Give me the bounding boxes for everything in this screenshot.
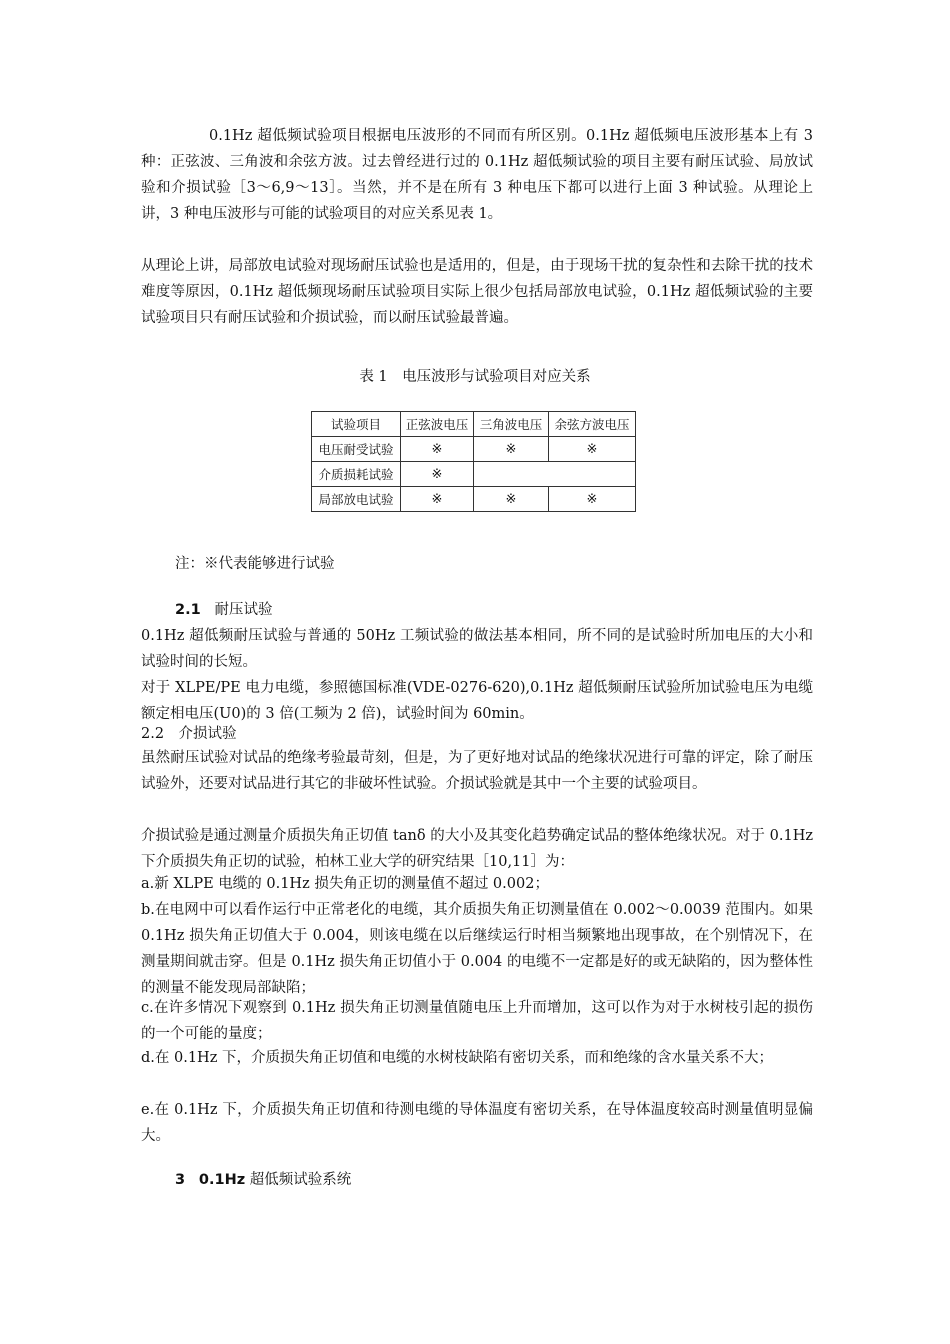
- section-number: 2.1: [175, 602, 201, 618]
- table-cell: 电压耐受试验: [312, 437, 401, 462]
- table-header-cell: 试验项目: [312, 412, 401, 437]
- table-cell: 介质损耗试验: [312, 462, 401, 487]
- table-cell: ※: [401, 462, 474, 487]
- table-header-row: [312, 412, 636, 437]
- table-cell: ※: [474, 487, 549, 512]
- table-note: 注：※代表能够进行试验: [175, 556, 335, 572]
- section-number: 3: [175, 1172, 186, 1188]
- section-title: 超低频试验系统: [249, 1172, 352, 1188]
- table-cell: ※: [474, 437, 549, 462]
- waveform-test-table: [311, 411, 636, 512]
- table-row: [312, 437, 636, 462]
- list-item-c: c.在许多情况下观察到 0.1Hz 损失角正切测量值随电压上升而增加，这可以作为对于水树枝引起的损伤的一个可能的量度；: [141, 1000, 813, 1042]
- section-2-1-heading: [175, 597, 273, 623]
- list-item-b: b.在电网中可以看作运行中正常老化的电缆，其介质损失角正切测量值在 0.002～0.0039 范围内。如果 0.1Hz 损失角正切值大于 0.004，则该电缆在以后继续运行时相当频繁地出现事故，在个别情况下，在测量期间就击穿。但是 0.1Hz 损失角正切值小于 0.004 的电缆不一定都是好的或无缺陷的，因为整体性的测量不能发现局部缺陷；: [141, 902, 813, 996]
- table-cell-empty: [474, 462, 636, 487]
- table-header-cell: 余弦方波电压: [549, 412, 636, 437]
- section-title: 耐压试验: [214, 602, 273, 618]
- table-row: [312, 462, 636, 487]
- section-2-2-paragraph-1: 虽然耐压试验对试品的绝缘考验最苛刻，但是，为了更好地对试品的绝缘状况进行可靠的评定，除了耐压试验外，还要对试品进行其它的非破坏性试验。介损试验就是其中一个主要的试验项目。: [141, 750, 813, 792]
- section-3-heading: [175, 1167, 351, 1193]
- section-number-frequency: 0.1Hz: [198, 1172, 246, 1188]
- section-2-1-paragraph-2: 对于 XLPE/PE 电力电缆，参照德国标准(VDE-0276-620),0.1Hz 超低频耐压试验所加试验电压为电缆额定相电压(U0)的 3 倍(工频为 2 倍)，试验时间为 60min。: [141, 680, 813, 722]
- intro-paragraph-2: 从理论上讲，局部放电试验对现场耐压试验也是适用的，但是，由于现场干扰的复杂性和去除干扰的技术难度等原因，0.1Hz 超低频现场耐压试验项目实际上很少包括局部放电试验，0.1Hz 超低频试验的主要试验项目只有耐压试验和介损试验，而以耐压试验最普遍。: [141, 258, 813, 326]
- table-row: [312, 487, 636, 512]
- list-item-d: d.在 0.1Hz 下，介质损失角正切值和电缆的水树枝缺陷有密切关系，而和绝缘的含水量关系不大；: [141, 1050, 773, 1066]
- table-header-cell: 正弦波电压: [401, 412, 474, 437]
- table-caption: 表 1 电压波形与试验项目对应关系: [359, 369, 591, 385]
- table-cell: ※: [549, 487, 636, 512]
- table-header-cell: 三角波电压: [474, 412, 549, 437]
- table-cell: ※: [401, 487, 474, 512]
- intro-paragraph-1: 0.1Hz 超低频试验项目根据电压波形的不同而有所区别。0.1Hz 超低频电压波形基本上有 3 种：正弦波、三角波和余弦方波。过去曾经进行过的 0.1Hz 超低频试验的项目主要有耐压试验、局放试验和介损试验［3～6,9～13］。当然，并不是在所有 3 种电压下都可以进行上面 3 种试验。从理论上讲，3 种电压波形与可能的试验项目的对应关系见表 1。: [141, 128, 813, 222]
- table-cell: ※: [549, 437, 636, 462]
- list-item-a: a.新 XLPE 电缆的 0.1Hz 损失角正切的测量值不超过 0.002；: [141, 876, 549, 892]
- table-cell: ※: [401, 437, 474, 462]
- section-2-2-paragraph-2: 介损试验是通过测量介质损失角正切值 tanδ 的大小及其变化趋势确定试品的整体绝缘状况。对于 0.1Hz 下介质损失角正切的试验，柏林工业大学的研究结果［10,11］为：: [141, 828, 813, 870]
- section-2-2-heading: 2.2 介损试验: [141, 726, 237, 742]
- section-2-1-paragraph-1: 0.1Hz 超低频耐压试验与普通的 50Hz 工频试验的做法基本相同，所不同的是试验时所加电压的大小和试验时间的长短。: [141, 628, 813, 670]
- table-cell: 局部放电试验: [312, 487, 401, 512]
- list-item-e: e.在 0.1Hz 下，介质损失角正切值和待测电缆的导体温度有密切关系，在导体温度较高时测量值明显偏大。: [141, 1102, 813, 1144]
